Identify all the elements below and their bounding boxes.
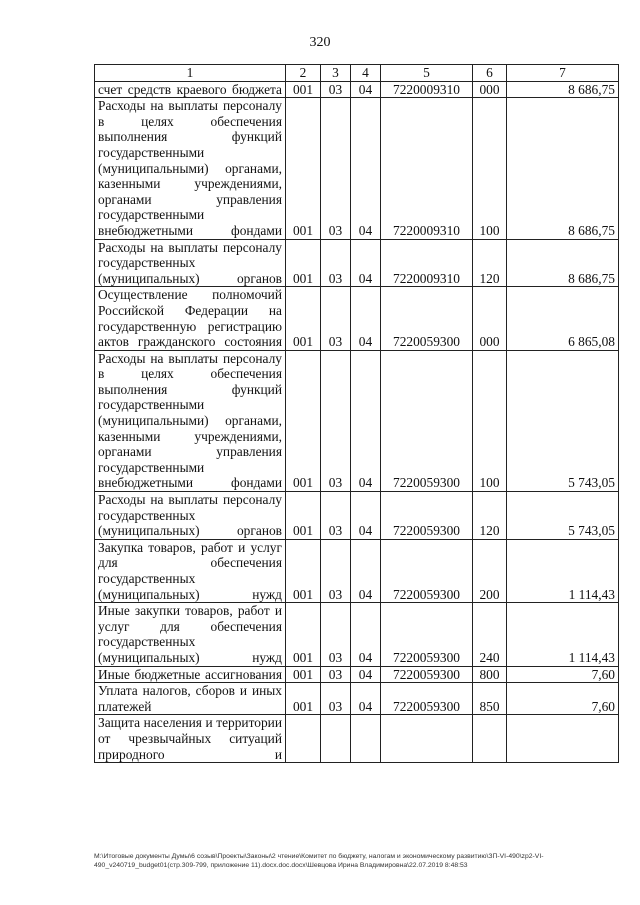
row-col-2: 001 <box>286 287 321 350</box>
row-col-3: 03 <box>321 603 351 666</box>
row-col-4 <box>351 715 381 763</box>
row-col-3: 03 <box>321 81 351 98</box>
row-col-6: 800 <box>473 666 507 683</box>
row-col-5: 7220009310 <box>381 98 473 239</box>
table-row <box>95 603 619 666</box>
row-amount: 7,60 <box>507 666 619 683</box>
row-amount: 8 686,75 <box>507 239 619 287</box>
row-col-5: 7220059300 <box>381 350 473 491</box>
header-col-5: 5 <box>381 65 473 82</box>
row-description: Расходы на выплаты персоналу в целях обеспечения выполнения функций государственными (муниципальными) органами, казенными учреждениями, органами управления государственными внебюджетными фондами <box>95 98 286 239</box>
row-col-3: 03 <box>321 492 351 540</box>
row-description: Расходы на выплаты персоналу государственных (муниципальных) органов <box>95 239 286 287</box>
row-col-2: 001 <box>286 98 321 239</box>
table-row <box>95 98 619 239</box>
row-col-6: 240 <box>473 603 507 666</box>
row-col-6: 200 <box>473 539 507 602</box>
row-col-4: 04 <box>351 239 381 287</box>
row-description: Иные закупки товаров, работ и услуг для обеспечения государственных (муниципальных) нужд <box>95 603 286 666</box>
row-description: Расходы на выплаты персоналу государственных (муниципальных) органов <box>95 492 286 540</box>
row-col-4: 04 <box>351 350 381 491</box>
row-description: Расходы на выплаты персоналу в целях обеспечения выполнения функций государственными (муниципальными) органами, казенными учреждениями, органами управления государственными внебюджетными фондами <box>95 350 286 491</box>
table-row <box>95 492 619 540</box>
row-col-2: 001 <box>286 603 321 666</box>
row-col-5: 7220059300 <box>381 683 473 715</box>
row-amount: 1 114,43 <box>507 539 619 602</box>
table-row <box>95 239 619 287</box>
row-col-2: 001 <box>286 539 321 602</box>
row-description: Осуществление полномочий Российской Федерации на государственную регистрацию актов гражданского состояния <box>95 287 286 350</box>
row-col-4: 04 <box>351 98 381 239</box>
file-path-footer: M:\Итоговые документы Думы\6 созыв\Проекты\Законы\2 чтение\Комитет по бюджету, налогам и экономическому развитию\ЗП-VI-490\zp2-VI-490_v240719_budget01(стр.309-799, приложение 11).docx.doc.docx\Шевцова Ирина Владимировна\22.07.2019 8:48:53 <box>94 853 544 869</box>
table-row <box>95 287 619 350</box>
table-row <box>95 683 619 715</box>
row-col-3: 03 <box>321 287 351 350</box>
row-col-6: 120 <box>473 239 507 287</box>
row-amount: 7,60 <box>507 683 619 715</box>
row-description: Закупка товаров, работ и услуг для обеспечения государственных (муниципальных) нужд <box>95 539 286 602</box>
row-description: Уплата налогов, сборов и иных платежей <box>95 683 286 715</box>
row-col-5: 7220059300 <box>381 539 473 602</box>
row-amount <box>507 715 619 763</box>
budget-table <box>94 64 619 763</box>
row-col-6: 000 <box>473 81 507 98</box>
row-description: Защита населения и территории от чрезвычайных ситуаций природного и <box>95 715 286 763</box>
row-col-6: 100 <box>473 98 507 239</box>
row-col-4: 04 <box>351 539 381 602</box>
row-description: Иные бюджетные ассигнования <box>95 666 286 683</box>
row-amount: 5 743,05 <box>507 350 619 491</box>
row-amount: 8 686,75 <box>507 81 619 98</box>
table-row <box>95 666 619 683</box>
page-number: 320 <box>309 35 331 50</box>
header-col-4: 4 <box>351 65 381 82</box>
row-col-2: 001 <box>286 683 321 715</box>
row-col-6: 100 <box>473 350 507 491</box>
row-col-3: 03 <box>321 683 351 715</box>
header-col-2: 2 <box>286 65 321 82</box>
header-col-6: 6 <box>473 65 507 82</box>
table-row <box>95 715 619 763</box>
table-row <box>95 81 619 98</box>
table-row <box>95 539 619 602</box>
row-amount: 6 865,08 <box>507 287 619 350</box>
header-col-3: 3 <box>321 65 351 82</box>
row-col-3: 03 <box>321 666 351 683</box>
row-col-3 <box>321 715 351 763</box>
header-col-7: 7 <box>507 65 619 82</box>
row-col-5: 7220059300 <box>381 603 473 666</box>
row-col-5: 7220059300 <box>381 666 473 683</box>
row-col-2: 001 <box>286 350 321 491</box>
row-col-3: 03 <box>321 98 351 239</box>
row-col-3: 03 <box>321 239 351 287</box>
row-amount: 8 686,75 <box>507 98 619 239</box>
row-col-5: 7220009310 <box>381 239 473 287</box>
row-col-6: 120 <box>473 492 507 540</box>
row-col-4: 04 <box>351 492 381 540</box>
row-col-4: 04 <box>351 81 381 98</box>
row-col-5: 7220009310 <box>381 81 473 98</box>
row-col-2: 001 <box>286 666 321 683</box>
row-col-3: 03 <box>321 539 351 602</box>
row-col-2 <box>286 715 321 763</box>
row-col-2: 001 <box>286 81 321 98</box>
row-amount: 1 114,43 <box>507 603 619 666</box>
header-col-1: 1 <box>95 65 286 82</box>
row-col-4: 04 <box>351 287 381 350</box>
row-col-3: 03 <box>321 350 351 491</box>
row-col-6 <box>473 715 507 763</box>
row-col-4: 04 <box>351 683 381 715</box>
row-col-2: 001 <box>286 492 321 540</box>
row-col-2: 001 <box>286 239 321 287</box>
row-amount: 5 743,05 <box>507 492 619 540</box>
row-col-4: 04 <box>351 666 381 683</box>
header-row <box>95 65 619 82</box>
table-row <box>95 350 619 491</box>
row-col-6: 850 <box>473 683 507 715</box>
row-description: счет средств краевого бюджета <box>95 81 286 98</box>
row-col-5 <box>381 715 473 763</box>
row-col-6: 000 <box>473 287 507 350</box>
row-col-5: 7220059300 <box>381 492 473 540</box>
row-col-5: 7220059300 <box>381 287 473 350</box>
row-col-4: 04 <box>351 603 381 666</box>
